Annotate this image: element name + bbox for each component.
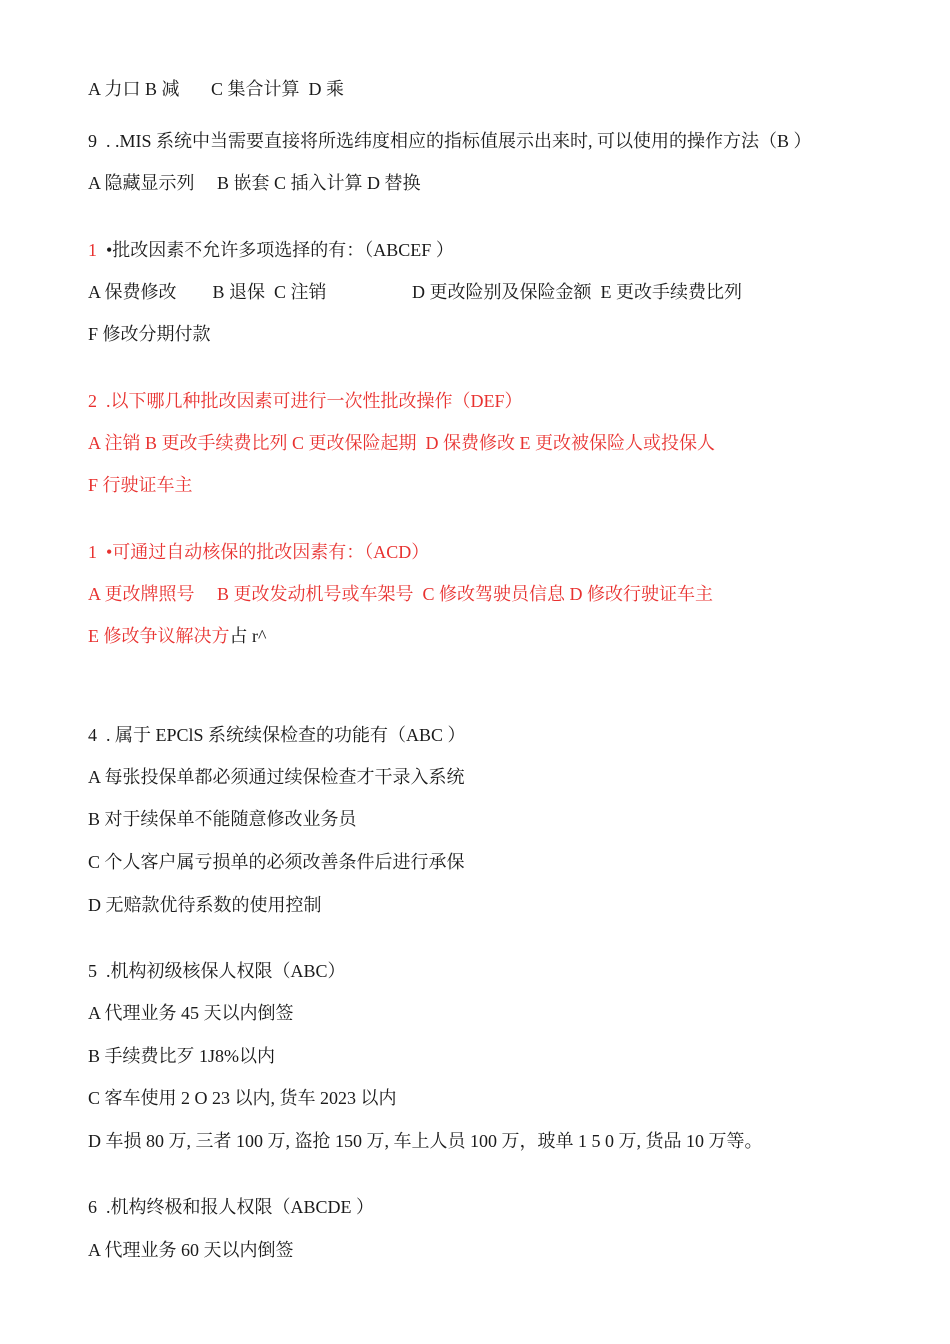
question-number: 1	[88, 240, 97, 260]
option-line: A 代理业务 45 天以内倒签	[88, 1003, 294, 1023]
option-line: A 力口 B 减 C 集合计算 D 乘	[88, 79, 345, 99]
option-line: D 无赔款优待系数的使用控制	[88, 895, 322, 915]
option-text: E 修改争议解决方	[88, 626, 230, 646]
option-line: B 手续费比歹 1J8%以内	[88, 1046, 276, 1066]
question-text: •批改因素不允许多项选择的有：（ABCEF ）	[97, 240, 454, 260]
option-line	[88, 625, 266, 647]
option-line: A 保费修改 B 退保 C 注销 D 更改险别及保险金额 E 更改手续费比列	[88, 282, 743, 302]
question-9: 9 . .MIS 系统中当需要直接将所选纬度相应的指标值展示出来时, 可以使用的操作方法（B ）	[88, 131, 812, 151]
option-line: A 每张投保单都必须通过续保检查才干录入系统	[88, 767, 465, 787]
option-line: A 代理业务 60 天以内倒签	[88, 1240, 294, 1260]
option-line: C 个人客户属亏损单的必须改善条件后进行承保	[88, 852, 465, 872]
question-6: 6 .机构终极和报人权限（ABCDE ）	[88, 1197, 375, 1217]
question-1-auto-underwriting: 1 •可通过自动核保的批改因素有：（ACD）	[88, 542, 430, 562]
question-2: 2 .以下哪几种批改因素可进行一次性批改操作（DEF）	[88, 391, 523, 411]
option-line: A 更改牌照号 B 更改发动机号或车架号 C 修改驾驶员信息 D 修改行驶证车主	[88, 584, 714, 604]
option-line: A 注销 B 更改手续费比列 C 更改保险起期 D 保费修改 E 更改被保险人或投保人	[88, 433, 716, 453]
question-1-batch-factors	[88, 239, 454, 261]
option-line: A 隐藏显示列 B 嵌套 C 插入计算 D 替换	[88, 173, 421, 193]
option-line: F 修改分期付款	[88, 324, 211, 344]
question-5: 5 .机构初级核保人权限（ABC）	[88, 961, 346, 981]
option-line: F 行驶证车主	[88, 475, 193, 495]
option-suffix: 占 r^	[229, 626, 267, 646]
option-line: D 车损 80 万, 三者 100 万, 盗抢 150 万, 车上人员 100 万，玻单 1 5 0 万, 货品 10 万等。	[88, 1131, 763, 1151]
option-line: C 客车使用 2 O 23 以内, 货车 2023 以内	[88, 1088, 397, 1108]
option-line: B 对于续保单不能随意修改业务员	[88, 809, 357, 829]
question-4: 4 . 属于 EPClS 系统续保检查的功能有（ABC ）	[88, 725, 466, 745]
